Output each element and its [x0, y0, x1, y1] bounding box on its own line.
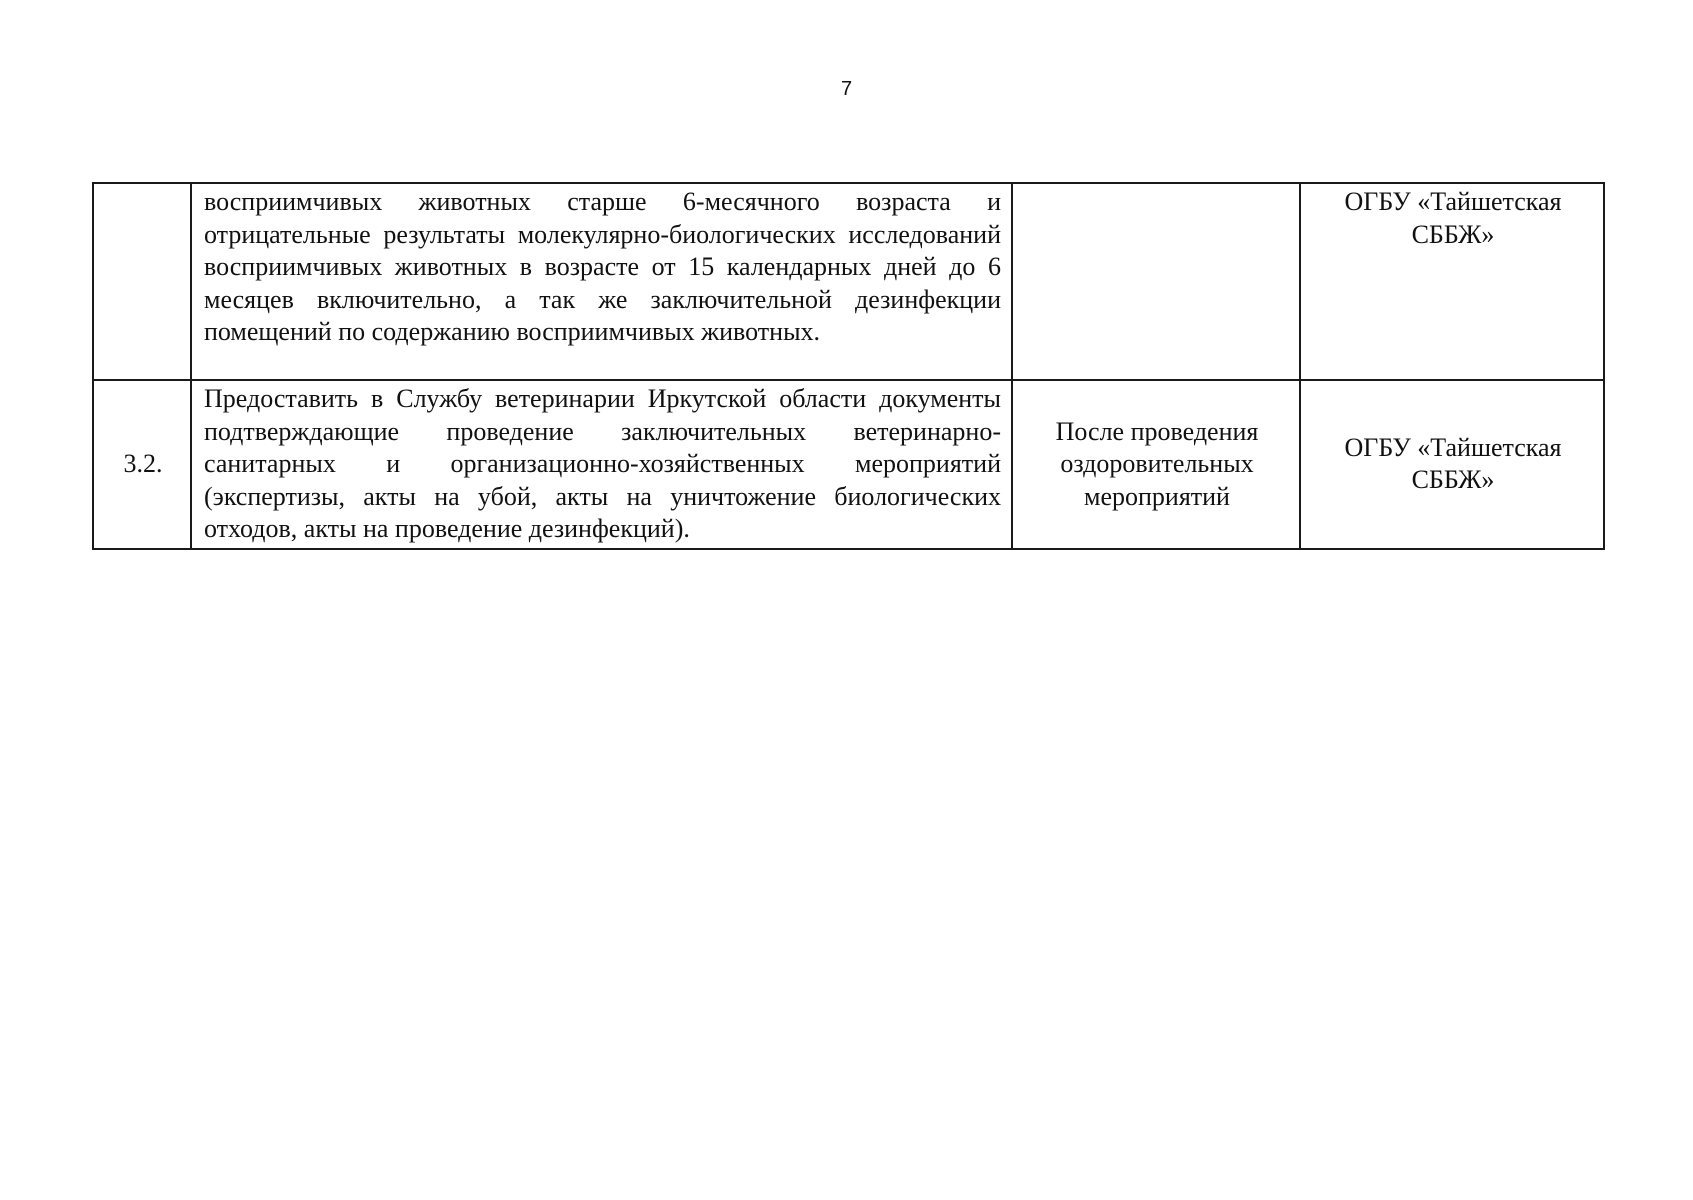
- term-cell: [1012, 183, 1300, 380]
- row-number-cell: 3.2.: [93, 380, 191, 549]
- table-row: [93, 380, 1604, 549]
- term-cell: После проведения оздоровительных мероприятий: [1012, 380, 1300, 549]
- table-row: [93, 183, 1604, 380]
- measures-table: [92, 182, 1605, 550]
- measure-cell: восприимчивых животных старше 6-месячного возраста и отрицательные результаты молекулярно-биологических исследований восприимчивых животных в возрасте от 15 календарных дней до 6 месяцев включительно, а так же заключительной дезинфекции помещений по содержанию восприимчивых животных.: [191, 183, 1012, 380]
- row-number-cell: [93, 183, 191, 380]
- measure-cell: Предоставить в Службу ветеринарии Иркутской области документы подтверждающие проведение заключительных ветеринарно-санитарных и организационно-хозяйственных мероприятий (экспертизы, акты на убой, акты на уничтожение биологических отходов, акты на проведение дезинфекций).: [191, 380, 1012, 549]
- responsible-cell: ОГБУ «Тайшетская СББЖ»: [1300, 183, 1604, 380]
- page-number: 7: [840, 78, 853, 100]
- responsible-cell: ОГБУ «Тайшетская СББЖ»: [1300, 380, 1604, 549]
